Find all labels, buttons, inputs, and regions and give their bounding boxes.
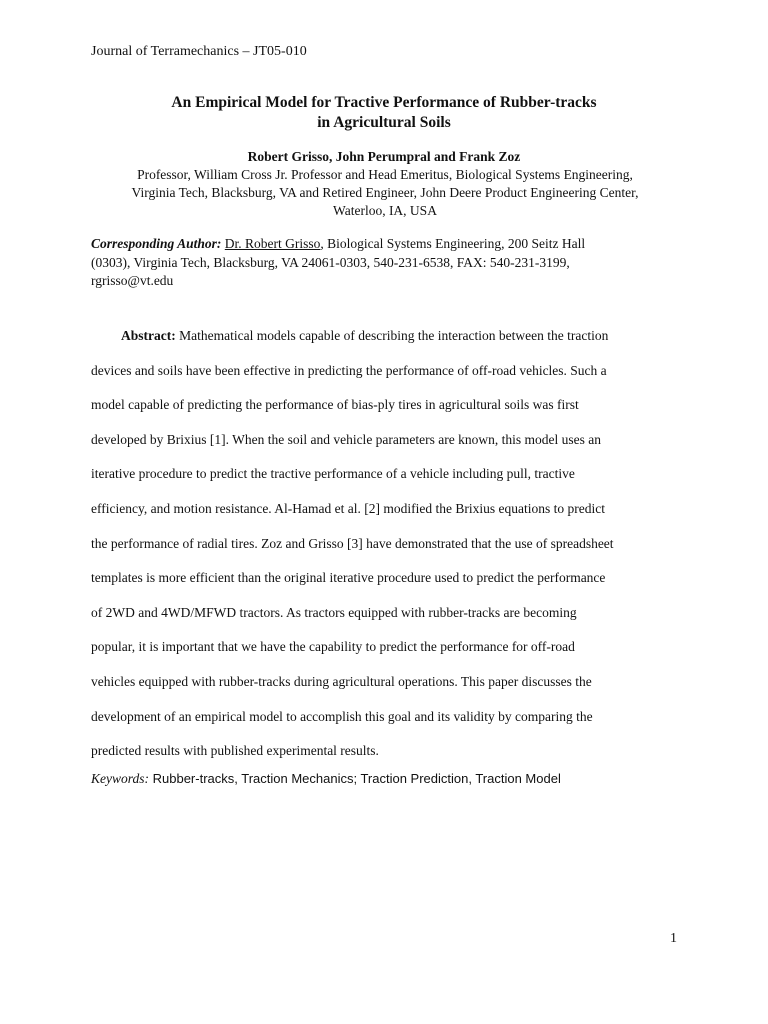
abstract-line: devices and soils have been effective in predicting the performance of off-road vehicles. Such a: [91, 362, 607, 378]
affiliation: [88, 166, 682, 221]
affiliation-line-2: Virginia Tech, Blacksburg, VA and Retired Engineer, John Deere Product Engineering Center,: [131, 185, 639, 201]
keywords: [91, 771, 561, 787]
corresponding-author: [91, 235, 585, 291]
paper-title: [0, 93, 768, 133]
keywords-text: Rubber-tracks, Traction Mechanics; Traction Prediction, Traction Model: [149, 771, 561, 786]
abstract-line: development of an empirical model to accomplish this goal and its validity by comparing the: [91, 708, 593, 724]
title-line-1: An Empirical Model for Tractive Performance of Rubber-tracks: [171, 94, 597, 111]
abstract-line: templates is more efficient than the original iterative procedure used to predict the performance: [91, 570, 606, 586]
corresponding-name: Dr. Robert Grisso: [224, 236, 321, 251]
keywords-label: Keywords:: [91, 771, 149, 786]
corresponding-line-2: (0303), Virginia Tech, Blacksburg, VA 24061-0303, 540-231-6538, FAX: 540-231-3199,: [91, 254, 570, 270]
corresponding-email: rgrisso@vt.edu: [91, 273, 174, 288]
abstract-line: vehicles equipped with rubber-tracks during agricultural operations. This paper discusses the: [91, 673, 592, 689]
abstract-line: predicted results with published experimental results.: [91, 743, 379, 759]
abstract-line: efficiency, and motion resistance. Al-Hamad et al. [2] modified the Brixius equations to predict: [91, 500, 605, 516]
author-list: Robert Grisso, John Perumpral and Frank Zoz: [247, 149, 521, 164]
title-line-2: in Agricultural Soils: [317, 114, 451, 131]
abstract-line: model capable of predicting the performance of bias-ply tires in agricultural soils was first: [91, 397, 579, 413]
abstract-line: Abstract: Mathematical models capable of describing the interaction between the traction: [121, 328, 609, 343]
corresponding-address-1: , Biological Systems Engineering, 200 Seitz Hall: [320, 236, 586, 251]
page-number: 1: [670, 931, 677, 946]
abstract-line: iterative procedure to predict the tractive performance of a vehicle including pull, tractive: [91, 466, 575, 482]
affiliation-line-3: Waterloo, IA, USA: [333, 203, 437, 219]
abstract-line: popular, it is important that we have the capability to predict the performance for off-road: [91, 639, 575, 655]
abstract-line: of 2WD and 4WD/MFWD tractors. As tractors equipped with rubber-tracks are becoming: [91, 604, 577, 620]
journal-header: Journal of Terramechanics – JT05-010: [91, 44, 307, 59]
affiliation-line-1: Professor, William Cross Jr. Professor and Head Emeritus, Biological Systems Engineering,: [137, 167, 633, 182]
corresponding-label: Corresponding Author:: [91, 236, 222, 251]
abstract-label: Abstract:: [121, 328, 176, 343]
corresponding-line-1: [91, 235, 585, 254]
abstract-line: the performance of radial tires. Zoz and Grisso [3] have demonstrated that the use of spreadsheet: [91, 535, 614, 551]
abstract: [91, 319, 614, 769]
abstract-line: developed by Brixius [1]. When the soil and vehicle parameters are known, this model uses an: [91, 431, 601, 447]
